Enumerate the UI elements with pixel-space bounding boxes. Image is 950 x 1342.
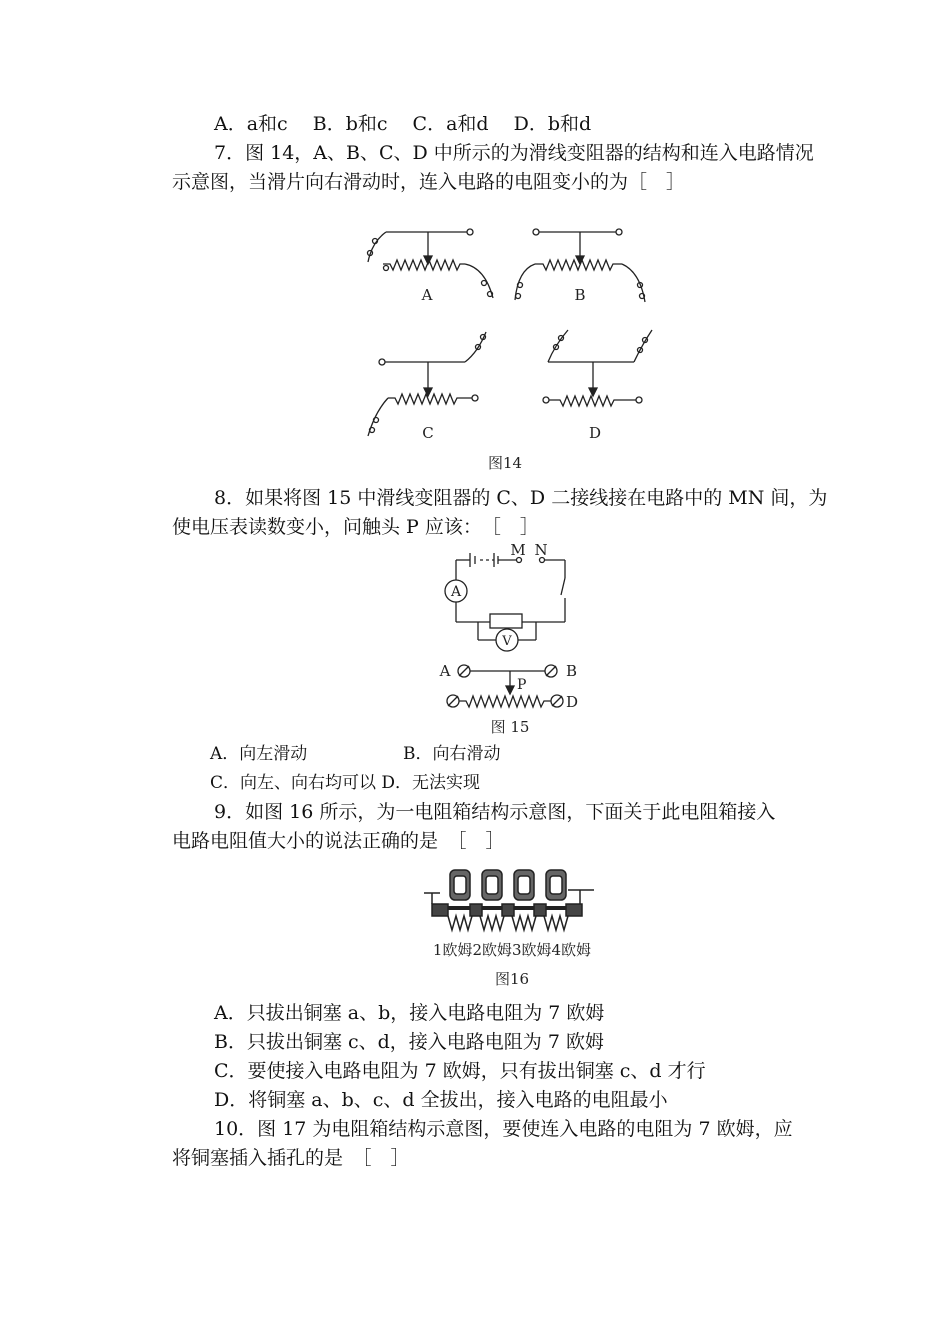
- fig15-ammeter-label: A: [450, 584, 462, 600]
- fig14-label-b: B: [574, 286, 586, 304]
- fig15-terminal-a: A: [439, 662, 451, 680]
- q8-option-b: B．向右滑动: [403, 744, 501, 764]
- fig15-terminal-b: B: [566, 662, 578, 680]
- q10-text-line2: 将铜塞插入插孔的是 ［ ］: [172, 1147, 410, 1169]
- q9-option-d: D．将铜塞 a、b、c、d 全拔出，接入电路的电阻最小: [214, 1089, 668, 1111]
- q6-options: A．a和c B．b和c C．a和d D．b和d: [214, 113, 592, 135]
- fig14-label-c: C: [422, 424, 434, 442]
- q7-text-line1: 7．图 14，A、B、C、D 中所示的为滑线变阻器的结构和连入电路情况: [214, 142, 814, 164]
- q9-option-b: B．只拔出铜塞 c、d，接入电路电阻为 7 欧姆: [214, 1031, 604, 1053]
- fig14-label-a: A: [421, 286, 433, 304]
- fig15-label-n: N: [534, 541, 548, 559]
- q8-text-line1: 8．如果将图 15 中滑线变阻器的 C、D 二接线接在电路中的 MN 间，为: [214, 487, 828, 509]
- fig15-caption: 图 15: [490, 718, 530, 736]
- q9-option-c: C．要使接入电路电阻为 7 欧姆，只有拔出铜塞 c、d 才行: [214, 1060, 706, 1082]
- fig14-label-d: D: [588, 424, 602, 442]
- q8-options-cd: C．向左、向右均可以 D．无法实现: [210, 773, 481, 793]
- fig14-caption: 图14: [487, 454, 523, 472]
- q8-text-line2: 使电压表读数变小，问触头 P 应该： ［ ］: [172, 516, 539, 538]
- q7-text-line2: 示意图，当滑片向右滑动时，连入电路的电阻变小的为［ ］: [172, 171, 686, 193]
- fig15-label-m: M: [510, 541, 526, 559]
- q9-option-a: A．只拔出铜塞 a、b，接入电路电阻为 7 欧姆: [214, 1002, 605, 1024]
- fig16-resistor-labels: 1欧姆2欧姆3欧姆4欧姆: [432, 941, 592, 959]
- q10-text-line1: 10．图 17 为电阻箱结构示意图，要使连入电路的电阻为 7 欧姆，应: [214, 1118, 793, 1140]
- fig15-slider-p: P: [517, 677, 527, 693]
- q9-text-line1: 9．如图 16 所示，为一电阻箱结构示意图，下面关于此电阻箱接入: [214, 801, 776, 823]
- fig15-terminal-d: D: [566, 693, 579, 711]
- fig16-caption: 图16: [494, 970, 530, 988]
- q8-option-a: A．向左滑动: [210, 744, 308, 764]
- q9-text-line2: 电路电阻值大小的说法正确的是 ［ ］: [172, 830, 505, 852]
- fig15-voltmeter-label: V: [502, 634, 512, 649]
